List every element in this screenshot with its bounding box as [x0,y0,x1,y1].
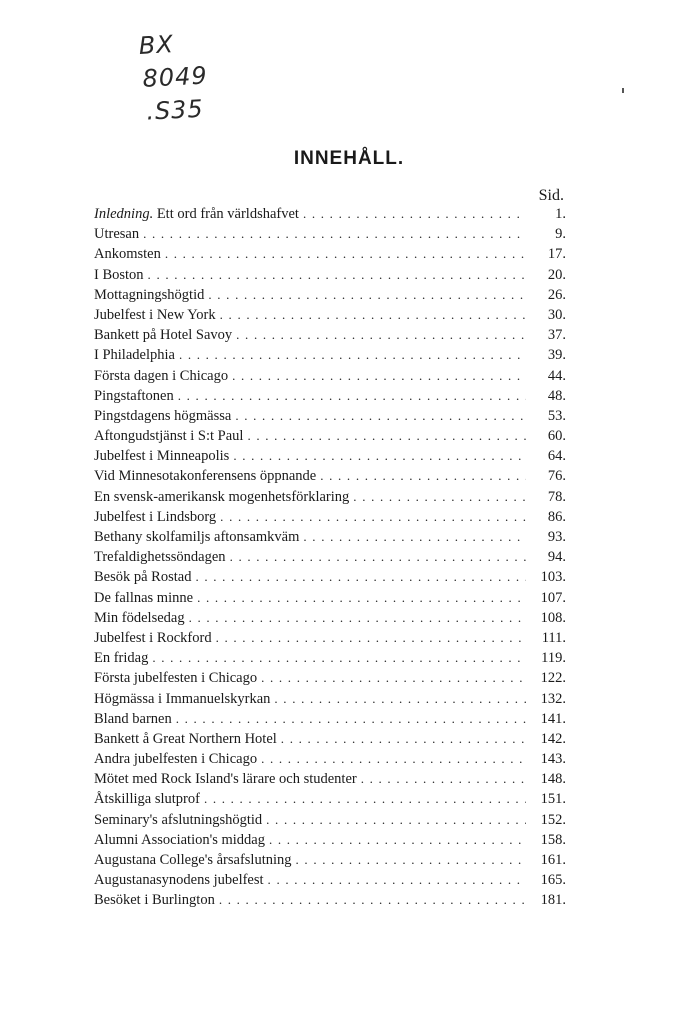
stray-ink-mark [622,88,624,93]
toc-page-number: 78. [547,488,566,505]
toc-page-number: 103. [540,569,566,586]
dot-leader [220,305,526,325]
dot-leader [143,224,526,244]
dot-leader [353,487,526,507]
toc-entry [94,709,566,729]
dot-leader [274,689,526,709]
toc-entry [94,325,566,345]
dot-leader [152,648,526,668]
toc-entry-text: Alumni Association's middag [94,831,265,848]
toc-page-number: 44. [547,367,566,384]
toc-entry-title [94,426,247,446]
toc-page-number: 26. [547,286,566,303]
toc-entry-title [94,769,361,789]
toc-entry [94,668,566,688]
dot-leader [261,668,526,688]
toc-entry-text: I Boston [94,266,144,283]
dot-leader [220,507,526,527]
toc-entry-text: Besök på Rostad [94,569,192,586]
toc-entry-title [94,487,353,507]
dot-leader [236,325,526,345]
toc-entry [94,244,566,264]
toc-page-number: 141. [540,710,566,727]
toc-entry-title [94,265,148,285]
toc-page-number: 48. [547,387,566,404]
toc-page-number: 152. [540,811,566,828]
toc-entry-text: Första jubelfesten i Chicago [94,670,258,687]
toc-entry-text: Besöket i Burlington [94,892,215,909]
toc-page-number: 9. [555,226,566,243]
toc-entry-text: Augustana College's årsafslutning [94,852,292,868]
toc-entry-title [94,466,320,486]
toc-entry [94,588,566,608]
toc-entry [94,224,566,244]
call-number-line: .S35 [145,94,205,126]
toc-page-number: 37. [547,327,566,344]
toc-entry-text: Jubelfest i Minneapolis [94,448,230,465]
toc-entry-title [94,870,268,890]
toc-entry-title [94,204,303,224]
toc-page-number: 161. [540,852,566,868]
toc-entry [94,265,566,285]
toc-entry-text: Vid Minnesotakonferensens öppnande [94,468,317,485]
dot-leader [296,850,526,870]
toc-entry [94,810,566,830]
toc-entry-text: Bankett på Hotel Savoy [94,327,233,344]
toc-entry-text: Jubelfest i Rockford [94,629,212,646]
toc-page-number: 53. [547,407,566,424]
dot-leader [216,628,526,648]
toc-entry [94,648,566,668]
dot-leader [148,265,526,285]
toc-entry-title [94,446,233,466]
toc-entry-text: Andra jubelfesten i Chicago [94,751,258,768]
toc-entry [94,204,566,224]
toc-page-number: 111. [541,629,566,646]
toc-entry-title [94,325,236,345]
toc-entry-text: De fallnas minne [94,589,194,606]
toc-page-number: 20. [547,266,566,283]
toc-entry [94,285,566,305]
dot-leader [266,810,526,830]
dot-leader [235,406,526,426]
toc-entry [94,446,566,466]
dot-leader [189,608,526,628]
toc-entry-text: Jubelfest i Lindsborg [94,508,217,525]
page-column-label: Sid. [538,187,564,204]
toc-entry-title [94,386,178,406]
toc-entry [94,487,566,507]
toc-page-number: 181. [540,892,566,909]
toc-entry [94,305,566,325]
toc-page-number: 39. [547,347,566,364]
toc-page-number: 165. [540,872,566,889]
toc-entry-text: Pingstaftonen [94,387,174,404]
toc-entry-text: Bland barnen [94,710,172,727]
toc-entry-text: Aftongudstjänst i S:t Paul [94,428,244,445]
dot-leader [247,426,526,446]
toc-page-number: 108. [540,609,566,626]
toc-entry-title [94,668,261,688]
toc-entry-title [94,729,281,749]
toc-entry-title [94,305,220,325]
toc-entry-title [94,547,230,567]
toc-entry-text: Pingstdagens högmässa [94,407,232,424]
toc-entry [94,749,566,769]
toc-entry-text: Utresan [94,226,140,243]
toc-entry-text: Åtskilliga slutprof [94,791,200,808]
toc-entry-text: Mötet med Rock Island's lärare och studenter [94,771,357,788]
dot-leader [230,547,526,567]
toc-entry [94,850,566,870]
dot-leader [268,870,526,890]
toc-entry-title [94,628,216,648]
toc-entry-text: Högmässa i Immanuelskyrkan [94,690,271,707]
toc-page-number: 76. [547,468,566,485]
toc-page-number: 94. [547,549,566,566]
call-number-line: 8049 [141,61,209,93]
toc-page-number: 148. [540,771,566,788]
toc-entry [94,426,566,446]
dot-leader [219,890,526,910]
toc-page-number: 93. [547,529,566,545]
toc-entry [94,466,566,486]
toc-entry-text: Mottagningshögtid [94,286,205,303]
dot-leader [232,366,526,386]
dot-leader [233,446,526,466]
toc-entry-title [94,345,179,365]
toc-entry-text: Augustanasynodens jubelfest [94,872,264,889]
toc-page-number: 158. [540,831,566,848]
dot-leader [178,386,526,406]
toc-entry-title [94,527,303,547]
toc-entry-title [94,890,219,910]
dot-leader [261,749,526,769]
toc-entry-text: Första dagen i Chicago [94,367,229,384]
toc-entry-title [94,749,261,769]
toc-entry [94,628,566,648]
toc-page-number: 142. [540,730,566,747]
toc-page-number: 64. [547,448,566,465]
toc-page-number: 143. [540,751,566,768]
toc-entry-title [94,567,195,587]
dot-leader [320,466,526,486]
toc-entry-italic-prefix: Inledning. [94,206,154,222]
toc-page-number: 132. [540,690,566,707]
toc-entry-title [94,244,165,264]
toc-entry-text: Jubelfest i New York [94,306,216,323]
dot-leader [179,345,526,365]
dot-leader [269,830,526,850]
toc-page-number: 1. [555,206,566,222]
toc-entry [94,769,566,789]
toc-page-number: 119. [541,650,566,667]
dot-leader [165,244,526,264]
toc-entry-title [94,850,296,870]
toc-entry [94,345,566,365]
toc-entry-text: Bankett å Great Northern Hotel [94,730,277,747]
toc-entry [94,890,566,910]
toc-entry [94,830,566,850]
toc-entry-text: I Philadelphia [94,347,175,364]
toc-entry-text: Ankomsten [94,246,161,263]
toc-entry-title [94,689,274,709]
toc-entry [94,870,566,890]
toc-entry [94,507,566,527]
dot-leader [208,285,526,305]
toc-entry [94,789,566,809]
toc-entry [94,366,566,386]
dot-leader [176,709,526,729]
toc-entry [94,386,566,406]
toc-entry-title [94,224,143,244]
dot-leader [303,204,526,224]
dot-leader [303,527,526,547]
toc-entry [94,608,566,628]
toc-entry-title [94,366,232,386]
dot-leader [361,769,526,789]
toc-page-number: 151. [540,791,566,808]
dot-leader [281,729,526,749]
toc-entry-title [94,709,176,729]
dot-leader [204,789,526,809]
call-number-line: BX [138,30,175,60]
toc-entry [94,547,566,567]
toc-page-number: 122. [540,670,566,687]
toc-entry-text: En svensk-amerikansk mogenhetsförklaring [94,488,350,505]
toc-page-number: 86. [547,508,566,525]
toc-entry-title [94,789,204,809]
page-title: INNEHÅLL. [293,148,405,169]
toc-entry-title [94,810,266,830]
toc-entry [94,689,566,709]
toc-entry-text: Min födelsedag [94,609,185,626]
toc-entry [94,406,566,426]
toc-page-number: 30. [547,306,566,323]
toc-entry-title [94,406,235,426]
dot-leader [197,588,526,608]
toc-page-number: 60. [547,428,566,445]
toc-entry [94,567,566,587]
toc-entry-title [94,830,269,850]
toc-entry-title [94,648,152,668]
dot-leader [195,567,526,587]
toc-entry-text: Bethany skolfamiljs aftonsamkväm [94,529,300,545]
toc-entry-title [94,507,220,527]
toc-entry-text: Ett ord från världshafvet [153,206,299,222]
toc-page-number: 107. [540,589,566,606]
toc-entry [94,527,566,547]
toc-entry-text: Seminary's afslutningshögtid [94,811,263,828]
toc-entry-title [94,285,208,305]
toc-entry-text: En fridag [94,650,149,667]
toc-entry-title [94,588,197,608]
toc-entry [94,729,566,749]
toc-entry-text: Trefaldighetssöndagen [94,549,226,566]
table-of-contents [94,204,566,911]
toc-page-number: 17. [547,246,566,263]
handwritten-call-number [138,24,253,129]
toc-entry-title [94,608,189,628]
